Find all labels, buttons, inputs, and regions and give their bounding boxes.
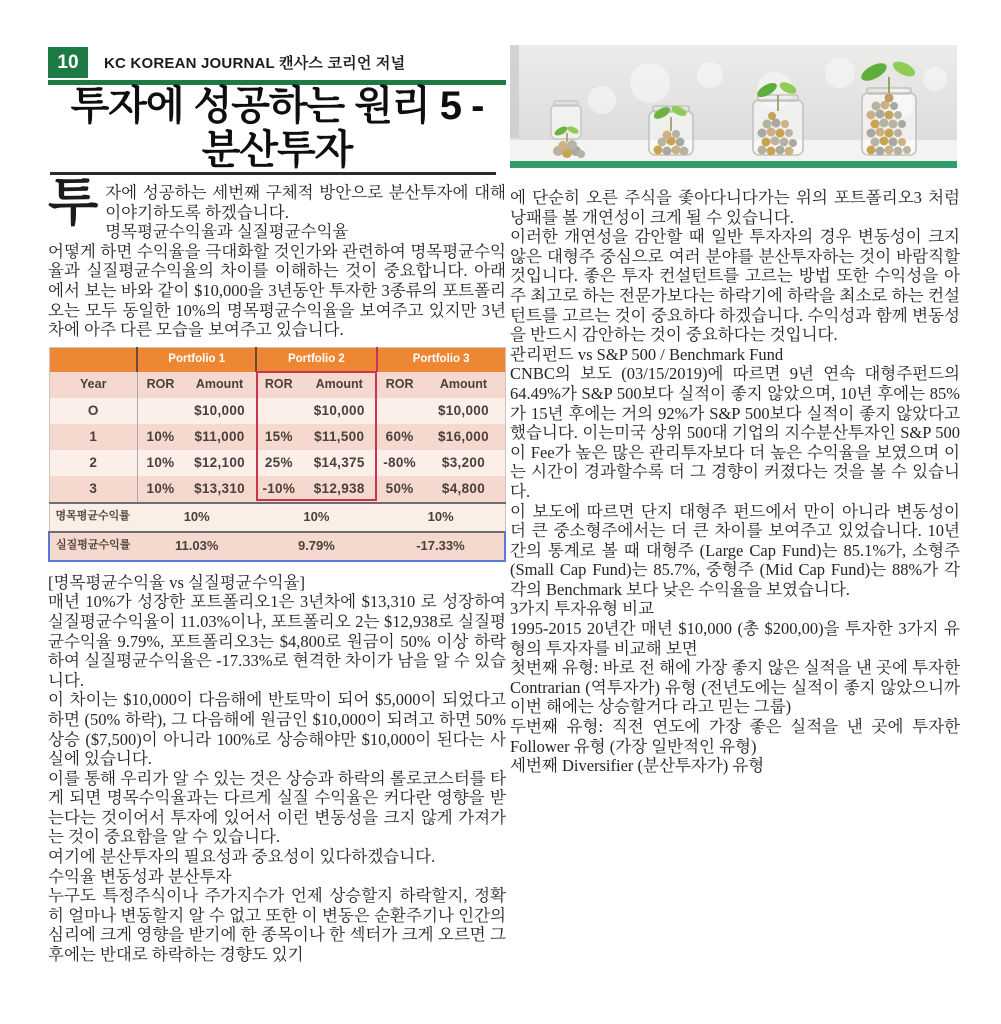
table-cell: $12,100 (183, 450, 256, 476)
table-cell: Amount (183, 372, 256, 398)
table-cell: 10% (137, 450, 183, 476)
paragraph: 어떻게 하면 수익율을 극대화할 것인가와 관련하여 명목평균수익율과 실질평균수익율의 차이를 이해하는 것이 중요합니다. 아래에서 보는 바와 같이 $10,000을 3년동안 투자한 3종류의 포트폴리오는 모두 동일한 10%의 명목평균수익율을 보여주고 있지만 3년차에 아주 다른 모습을 보여주고 있습니다. (48, 241, 506, 340)
table-cell: 11.03% (137, 532, 256, 561)
article-title (48, 84, 506, 172)
table-cell: 50% (377, 476, 423, 503)
table-cell: ROR (256, 372, 302, 398)
page-number-badge: 10 (48, 47, 88, 78)
table-cell: -80% (377, 450, 423, 476)
article-title-line1: 투자에 성공하는 원리 5 - (70, 84, 484, 128)
masthead (48, 47, 506, 85)
row-label: 명목평균수익률 (49, 503, 137, 532)
paragraph: 이 보도에 따르면 단지 대형주 펀드에서 만이 아니라 변동성이 더 큰 중소형주에서는 더 큰 차이를 보여주고 있었습니다. 10년간의 통계로 볼 때 대형주 (Large Cap Fund)는 85.1%가, 소형주 (Small Cap Fund)는 85.7%, 중형주 (Mid Cap Fund)는 88%가 각각의 Benchmark 보다 낮은 수익율을 보였습니다. (510, 501, 960, 599)
paragraph: 세번째 Diversifier (분산투자가) 유형 (510, 756, 765, 776)
table-cell: 10% (137, 476, 183, 503)
table-cell: $10,000 (183, 398, 256, 424)
table-group-header-row (49, 347, 505, 372)
subhead-nominal-vs-real: 명목평균수익율과 실질평균수익율 (105, 222, 349, 242)
portfolio2-header: Portfolio 2 (256, 347, 377, 372)
table-cell: Amount (302, 372, 377, 398)
table-cell: $14,375 (302, 450, 377, 476)
table-cell (377, 398, 423, 424)
coin-jars-growth-photo (510, 45, 957, 168)
table-cell: $10,000 (422, 398, 505, 424)
table-column-header-row (49, 372, 505, 398)
left-column (48, 175, 506, 965)
table-cell: 10% (137, 424, 183, 450)
table-cell: 60% (377, 424, 423, 450)
table-cell (256, 398, 302, 424)
subhead-managed-vs-sp500: 관리펀드 vs S&P 500 / Benchmark Fund (510, 344, 784, 364)
table-cell: ROR (137, 372, 183, 398)
table-cell: $4,800 (422, 476, 505, 503)
table-cell: $11,000 (183, 424, 256, 450)
table-row (49, 450, 505, 476)
table-cell: -17.33% (377, 532, 505, 561)
real-average-return-row (49, 532, 505, 561)
table-cell: $10,000 (302, 398, 377, 424)
table-cell: 10% (256, 503, 377, 532)
paragraph: 첫번째 유형: 바로 전 해에 가장 좋지 않은 실적을 낸 곳에 투자한 Contrarian (역투자가) 유형 (전년도에는 실적이 좋지 않았으니까 이번 해에는 상승할거다 라고 믿는 그룹) (510, 658, 960, 717)
table-cell: 10% (377, 503, 505, 532)
paragraph: 여기에 분산투자의 필요성과 중요성이 있다하겠습니다. (48, 847, 436, 867)
table-cell: $3,200 (422, 450, 505, 476)
right-column (510, 188, 960, 776)
table-row (49, 398, 505, 424)
table-cell: $11,500 (302, 424, 377, 450)
table-cell: 1 (49, 424, 137, 450)
table-cell: 15% (256, 424, 302, 450)
paragraph: 에 단순히 오른 주식을 좇아다니다가는 위의 포트폴리오3 처럼 낭패를 볼 개연성이 크게 될 수 있습니다. (510, 188, 960, 227)
table-cell: $13,310 (183, 476, 256, 503)
paragraph: 이 차이는 $10,000이 다음해에 반토막이 되어 $5,000이 되었다고 하면 (50% 하락), 그 다음해에 원금인 $10,000이 되려고 하면 50% 상승 ($7,500)이 아니라 100%로 상승해야만 $10,000이 된다는 사실에 있습니다. (48, 690, 506, 769)
table-corner-cell (49, 347, 137, 372)
table-cell: 3 (49, 476, 137, 503)
table-cell: ROR (377, 372, 423, 398)
table-row (49, 476, 505, 503)
intro-text: 자에 성공하는 세번째 구체적 방안으로 분산투자에 대해 이야기하도록 하겠습니다. (105, 183, 506, 222)
table-cell: 10% (137, 503, 256, 532)
paragraph: 두번째 유형: 직전 연도에 가장 좋은 실적을 낸 곳에 투자한 Follower 유형 (가장 일반적인 유형) (510, 717, 960, 756)
table-cell: 9.79% (256, 532, 377, 561)
article-title-line2: 분산투자 (201, 128, 353, 172)
portfolio-table (48, 347, 506, 562)
subhead-bracket: [명목평균수익율 vs 실질평균수익율] (48, 572, 306, 592)
title-underline (50, 172, 496, 175)
portfolio-table-wrap (48, 347, 506, 562)
paragraph: 매년 10%가 성장한 포트폴리오1은 3년차에 $13,310 로 성장하여 실질평균수익율이 11.03%이나, 포트폴리오 2는 $12,938로 실질평균수익율 9.79%, 포트폴리오3는 $4,800로 원금이 50% 이상 하락하여 실질평균수익율은 -17.33%로 현격한 차이가 남을 알 수 있습니다. (48, 592, 506, 690)
table-cell: 25% (256, 450, 302, 476)
portfolio3-header: Portfolio 3 (377, 347, 505, 372)
paragraph: 이를 통해 우리가 알 수 있는 것은 상승과 하락의 롤로코스터를 타게 되면 명목수익율과는 다르게 실질 수익율은 커다란 영향을 받는다는 것이어서 투자에 있어서 이런 변동성을 크지 않게 가져가는 것이 중요함을 알 수 있습니다. (48, 768, 506, 847)
table-row (49, 424, 505, 450)
portfolio1-header: Portfolio 1 (137, 347, 256, 372)
paragraph: CNBC의 보도 (03/15/2019)에 따르면 9년 연속 대형주펀드의 64.49%가 S&P 500보다 실적이 좋지 않았으며, 10년 후에는 85%가 15년 후에는 거의 92%가 S&P 500보다 실적이 좋지 않았다고 했습니다. 이는미국 상위 500대 기업의 지수분산투자인 S&P 500이 Fee가 높은 많은 관리투자보다 더 높은 수익율을 보였으며 이는 시간이 경과할수록 더 그 경향이 커졌다는 것을 볼 수 있습니다. (510, 364, 960, 501)
table-cell: Amount (422, 372, 505, 398)
journal-name: KC KOREAN JOURNAL 캔사스 코리언 저널 (104, 55, 406, 72)
coin-jars-illustration (510, 45, 957, 168)
subhead-three-investor-types: 3가지 투자유형 비교 (510, 599, 655, 619)
table-cell: $16,000 (422, 424, 505, 450)
subhead-volatility: 수익율 변동성과 분산투자 (48, 866, 232, 886)
row-label: 실질평균수익률 (49, 532, 137, 561)
table-cell: O (49, 398, 137, 424)
nominal-average-return-row (49, 503, 505, 532)
drop-cap: 투 (48, 175, 99, 232)
table-cell: -10% (256, 476, 302, 503)
paragraph: 1995-2015 20년간 매년 $10,000 (총 $200,00)을 투자한 3가지 유형의 투자자를 비교해 보면 (510, 619, 960, 658)
paragraph: 누구도 특정주식이나 주가지수가 언제 상승할지 하락할지, 정확히 얼마나 변동할지 알 수 없고 또한 이 변동은 순환주기나 인간의 심리에 크게 영향을 받기에 한 종목이나 한 섹터가 크게 오르면 그 후에는 반대로 하락하는 경향도 있기 (48, 886, 506, 965)
table-cell: $12,938 (302, 476, 377, 503)
table-cell (137, 398, 183, 424)
paragraph: 이러한 개연성을 감안할 때 일반 투자자의 경우 변동성이 크지 않은 대형주 중심으로 여러 분야를 분산투자하는 것이 바람직할 것입니다. 좋은 투자 컨설턴트를 고르는 방법 또한 수익성을 아주 최고로 하는 전문가보다는 하락기에 하락을 최소로 하는 컨설턴트를 고르는 것이 중요하다 하겠습니다. 수익성과 함께 변동성을 반드시 감안하는 것이 중요하다는 것입니다. (510, 227, 960, 345)
table-cell: Year (49, 372, 137, 398)
table-cell: 2 (49, 450, 137, 476)
